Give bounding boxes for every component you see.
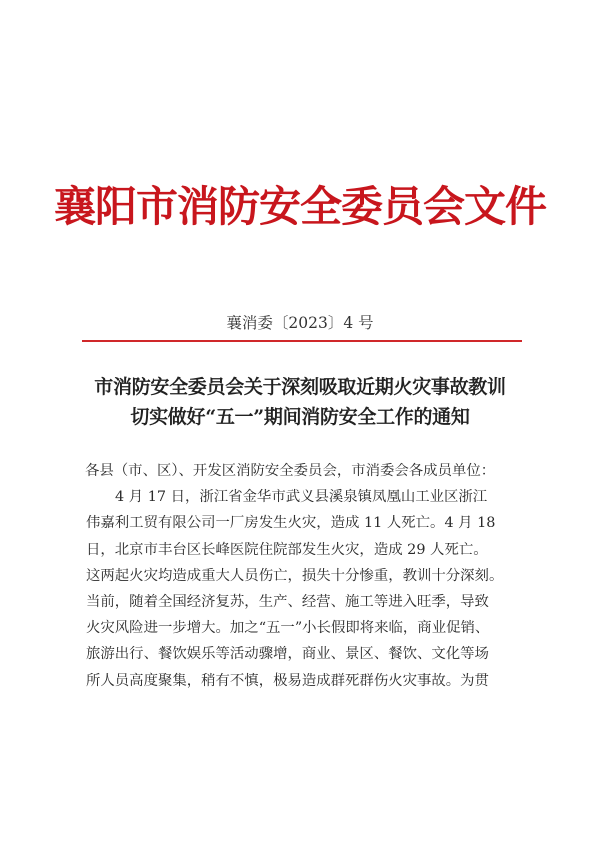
body-line: 火灾风险进一步增大。加之“五一”小长假即将来临，商业促销、 — [86, 620, 490, 637]
body-line: 日，北京市丰台区长峰医院住院部发生火灾，造成 29 人死亡。 — [86, 541, 488, 558]
body-line: 旅游出行、餐饮娱乐等活动骤增，商业、景区、餐饮、文化等场 — [86, 646, 489, 663]
issuer-heading: 襄阳市消防安全委员会文件 — [53, 182, 546, 231]
body-line: 当前，随着全国经济复苏，生产、经营、施工等进入旺季，导致 — [86, 593, 489, 610]
notice-title-line-1: 市消防安全委员会关于深刻吸取近期火灾事故教训 — [94, 376, 506, 398]
body-line: 这两起火灾均造成重大人员伤亡，损失十分惨重，教训十分深刻。 — [86, 567, 504, 584]
notice-body — [86, 458, 526, 694]
document-number: 襄消委〔2023〕4 号 — [226, 314, 374, 332]
body-line: 伟嘉利工贸有限公司一厂房发生火灾，造成 11 人死亡。4 月 18 — [86, 515, 496, 532]
notice-title-line-2: 切实做好“五一”期间消防安全工作的通知 — [130, 406, 470, 428]
body-line: 4 月 17 日，浙江省金华市武义县溪泉镇凤凰山工业区浙江 — [115, 489, 488, 506]
notice-title — [60, 372, 540, 432]
body-line: 所人员高度聚集，稍有不慎，极易造成群死群伤火灾事故。为贯 — [86, 672, 489, 689]
addressee-line: 各县（市、区）、开发区消防安全委员会，市消委会各成员单位： — [85, 463, 496, 479]
red-divider-line — [82, 340, 522, 342]
